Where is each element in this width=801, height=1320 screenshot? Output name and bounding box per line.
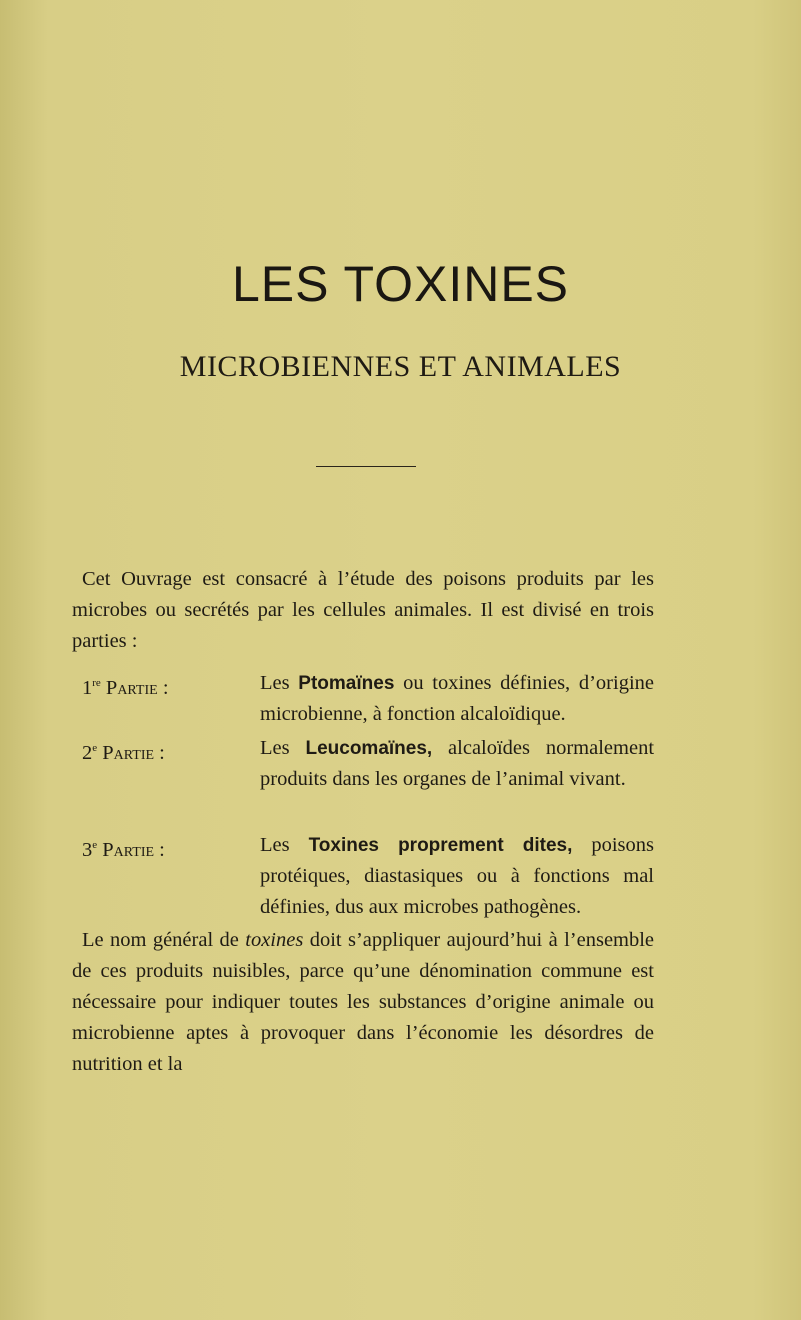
part-3-label: 3e Partie : [82,839,165,861]
page-subtitle: MICROBIENNES ET ANIMALES [179,350,622,383]
intro-paragraph: Cet Ouvrage est consacré à l’étude des poisons produits par les microbes ou secrétés par les cellules animales. Il est divisé en trois parties : [72,568,654,652]
page-title: LES TOXINES [231,256,570,312]
italic-term: toxines [245,929,304,951]
part-1-label: 1re Partie : [82,677,169,699]
part-2-label: 2e Partie : [82,742,165,764]
part-1-description: Les Ptomaïnes ou toxines définies, d’origine microbienne, à fonction alcaloïdique. [260,672,655,725]
closing-paragraph: Le nom général de toxines doit s’appliquer aujourd’hui à l’ensemble de ces produits nuisibles, parce qu’une dénomination commune est nécessaire pour indiquer toutes les substances d’origine animale ou microbienne aptes à provoquer dans l’économie les désordres de nutrition et la [72,929,655,1075]
part-2-description: Les Leucomaïnes, alcaloïdes normalement produits dans les organes de l’animal vivant. [260,737,655,790]
title-divider [316,466,416,467]
part-3-description: Les Toxines proprement dites, poisons protéiques, diastasiques ou à fonctions mal définies, dus aux microbes pathogènes. [260,834,655,918]
